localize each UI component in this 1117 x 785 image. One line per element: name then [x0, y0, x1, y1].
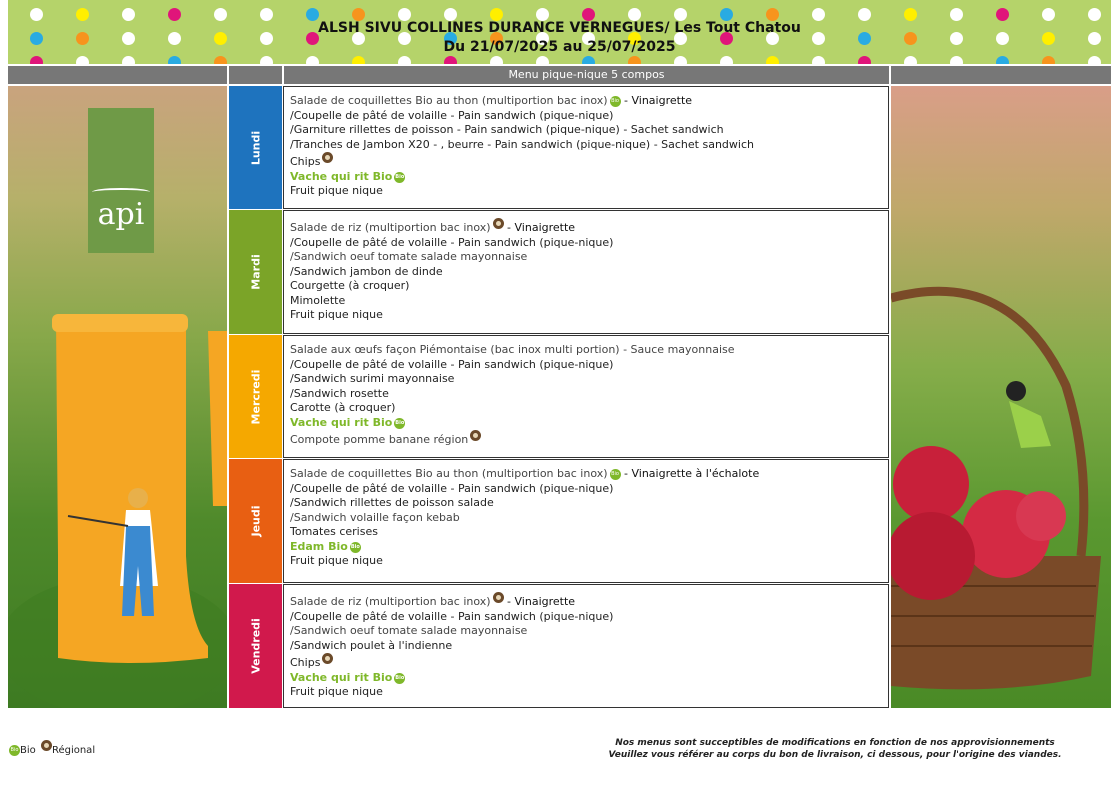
header-cell-left	[8, 66, 227, 84]
header-banner	[8, 0, 1111, 64]
menu-item	[290, 554, 882, 569]
decorative-dot	[76, 56, 89, 64]
decorative-dot	[628, 56, 641, 64]
menu-item-text: /Garniture rillettes de poisson - Pain sandwich (pique-nique) - Sachet sandwich	[290, 123, 724, 136]
bio-icon: Bio	[350, 542, 361, 553]
menu-item	[290, 308, 882, 323]
bio-icon: Bio	[394, 673, 405, 684]
day-name: Jeudi	[249, 505, 262, 537]
decorative-dot	[122, 56, 135, 64]
menu-item-text: Carotte (à croquer)	[290, 401, 396, 414]
legend-regional-label: Régional	[51, 745, 96, 756]
menu-item-text: Mimolette	[290, 293, 346, 307]
menu-item	[290, 610, 882, 625]
menu-item-text: Salade de coquillettes Bio au thon (multiportion bac inox)	[290, 467, 608, 480]
decorative-dot	[306, 56, 319, 64]
menu-item-text: Edam Bio	[290, 539, 348, 553]
day-label-jeudi	[229, 459, 282, 583]
bio-icon: Bio	[9, 745, 20, 756]
right-illustration	[891, 86, 1111, 708]
menu-item-suffix: - Vinaigrette	[620, 94, 693, 107]
menu-item	[290, 653, 882, 671]
menu-item	[290, 511, 882, 526]
menu-item-text: /Coupelle de pâté de volaille - Pain sandwich (pique-nique)	[290, 235, 614, 249]
decorative-dot	[766, 56, 779, 64]
footer-note-line-1: Nos menus sont succeptibles de modifications en fonction de nos approvisionnements	[615, 738, 1055, 748]
bio-icon: Bio	[610, 96, 621, 107]
legend	[9, 740, 95, 756]
menu-item	[290, 343, 882, 358]
decorative-dot	[214, 56, 227, 64]
bio-icon: Bio	[394, 172, 405, 183]
decorative-dot	[812, 56, 825, 64]
menu-item-text: Vache qui rit Bio	[290, 415, 393, 429]
regional-icon	[470, 430, 481, 441]
menu-item	[290, 401, 882, 416]
menu-cell-mardi	[283, 210, 889, 334]
menu-cell-lundi	[283, 86, 889, 209]
header-cell-day	[229, 66, 282, 84]
menu-item-text: Fruit pique nique	[290, 308, 383, 321]
menu-item-text: Tomates cerises	[290, 525, 378, 538]
decorative-dot	[352, 56, 365, 64]
menu-item-text: Fruit pique nique	[290, 184, 383, 197]
menu-item-suffix: - Vinaigrette	[503, 221, 576, 234]
menu-item-text: /Sandwich volaille façon kebab	[290, 510, 460, 524]
title-line-1: ALSH SIVU COLLINES DURANCE VERNEGUES/ Les Tout Chatou	[318, 20, 801, 36]
menu-item	[290, 265, 882, 280]
day-label-vendredi	[229, 584, 282, 708]
decorative-dot	[490, 56, 503, 64]
menu-item-text: /Sandwich jambon de dinde	[290, 264, 443, 278]
menu-item	[290, 525, 882, 540]
regional-icon	[41, 740, 52, 751]
decorative-dot	[260, 56, 273, 64]
menu-item-text: /Coupelle de pâté de volaille - Pain sandwich (pique-nique)	[290, 609, 614, 623]
menu-cell-vendredi	[283, 584, 889, 708]
day-label-lundi	[229, 86, 282, 209]
menu-item	[290, 94, 882, 109]
menu-item	[290, 152, 882, 170]
bio-icon: Bio	[394, 418, 405, 429]
menu-item-text: Fruit pique nique	[290, 554, 383, 567]
menu-item	[290, 279, 882, 294]
decorative-dot	[720, 56, 733, 64]
menu-item	[290, 540, 882, 555]
menu-item-text: Chips	[290, 656, 321, 669]
left-illustration	[8, 86, 227, 708]
menu-item-text: Compote pomme banane région	[290, 433, 469, 446]
menu-item	[290, 671, 882, 686]
menu-item-text: /Coupelle de pâté de volaille - Pain sandwich (pique-nique)	[290, 108, 614, 122]
menu-item	[290, 250, 882, 265]
menu-cell-jeudi	[283, 459, 889, 583]
menu-item	[290, 236, 882, 251]
legend-bio-label: Bio	[20, 745, 36, 756]
decorative-dot	[444, 56, 457, 64]
title-line-2: Du 21/07/2025 au 25/07/2025	[443, 39, 676, 55]
menu-item-text: Chips	[290, 155, 321, 168]
menu-item-text: Salade de riz (multiportion bac inox)	[290, 221, 491, 234]
page-title	[8, 19, 1111, 57]
decorative-dot	[398, 56, 411, 64]
menu-item	[290, 123, 882, 138]
menu-item-text: Vache qui rit Bio	[290, 169, 393, 183]
day-name: Mardi	[249, 254, 262, 290]
menu-item	[290, 109, 882, 124]
menu-item-suffix: - Vinaigrette à l'échalote	[620, 467, 760, 480]
regional-icon	[493, 218, 504, 229]
menu-item	[290, 467, 882, 482]
menu-item-text: /Sandwich poulet à l'indienne	[290, 638, 453, 652]
menu-item-suffix: - Vinaigrette	[503, 595, 576, 608]
menu-item-text: /Sandwich surimi mayonnaise	[290, 372, 455, 385]
decorative-dot	[1042, 56, 1055, 64]
menu-item	[290, 592, 882, 610]
menu-item-text: /Sandwich oeuf tomate salade mayonnaise	[290, 624, 528, 637]
day-name: Vendredi	[249, 618, 262, 674]
menu-header: Menu pique-nique 5 compos	[284, 66, 889, 84]
menu-item	[290, 138, 882, 153]
apple-basket-illustration	[891, 86, 1111, 708]
regional-icon	[322, 152, 333, 163]
menu-item-text: Salade aux œufs façon Piémontaise (bac inox multi portion) - Sauce mayonnaise	[290, 343, 735, 356]
menu-item	[290, 416, 882, 431]
menu-item	[290, 624, 882, 639]
day-name: Mercredi	[249, 369, 262, 424]
decorative-dot	[904, 56, 917, 64]
menu-item	[290, 294, 882, 309]
footer-note	[590, 737, 1080, 761]
menu-item	[290, 170, 882, 185]
decorative-dot	[950, 56, 963, 64]
day-label-mercredi	[229, 335, 282, 458]
decorative-dot	[168, 56, 181, 64]
decorative-dot	[996, 56, 1009, 64]
menu-item	[290, 218, 882, 236]
boot-illustration	[8, 86, 227, 708]
regional-icon	[493, 592, 504, 603]
decorative-dot	[30, 56, 43, 64]
menu-item	[290, 430, 882, 448]
menu-item	[290, 482, 882, 497]
api-logo: api	[88, 108, 154, 253]
menu-item-text: Vache qui rit Bio	[290, 670, 393, 684]
menu-item	[290, 387, 882, 402]
decorative-dot	[1088, 56, 1101, 64]
regional-icon	[322, 653, 333, 664]
menu-item	[290, 372, 882, 387]
menu-item-text: /Sandwich rosette	[290, 386, 389, 400]
menu-cell-mercredi	[283, 335, 889, 458]
header-cell-right	[891, 66, 1111, 84]
menu-item	[290, 184, 882, 199]
menu-item-text: /Coupelle de pâté de volaille - Pain sandwich (pique-nique)	[290, 481, 614, 495]
decorative-dot	[674, 56, 687, 64]
menu-item	[290, 685, 882, 700]
day-name: Lundi	[249, 130, 262, 165]
menu-item-text: Salade de riz (multiportion bac inox)	[290, 595, 491, 608]
menu-item-text: Salade de coquillettes Bio au thon (multiportion bac inox)	[290, 94, 608, 107]
menu-item-text: Courgette (à croquer)	[290, 279, 410, 292]
menu-item	[290, 358, 882, 373]
decorative-dot	[582, 56, 595, 64]
menu-item-text: /Sandwich oeuf tomate salade mayonnaise	[290, 250, 528, 263]
menu-item-text: /Tranches de Jambon X20 - , beurre - Pain sandwich (pique-nique) - Sachet sandwich	[290, 137, 754, 151]
day-label-mardi	[229, 210, 282, 334]
footer-note-line-2: Veuillez vous référer au corps du bon de livraison, ci dessous, pour l'origine des viandes.	[608, 750, 1062, 760]
bio-icon: Bio	[610, 469, 621, 480]
menu-item-text: Fruit pique nique	[290, 685, 383, 698]
decorative-dot	[536, 56, 549, 64]
decorative-dot	[858, 56, 871, 64]
menu-item	[290, 639, 882, 654]
menu-item-text: /Coupelle de pâté de volaille - Pain sandwich (pique-nique)	[290, 357, 614, 371]
menu-item-text: /Sandwich rillettes de poisson salade	[290, 496, 494, 509]
menu-item	[290, 496, 882, 511]
